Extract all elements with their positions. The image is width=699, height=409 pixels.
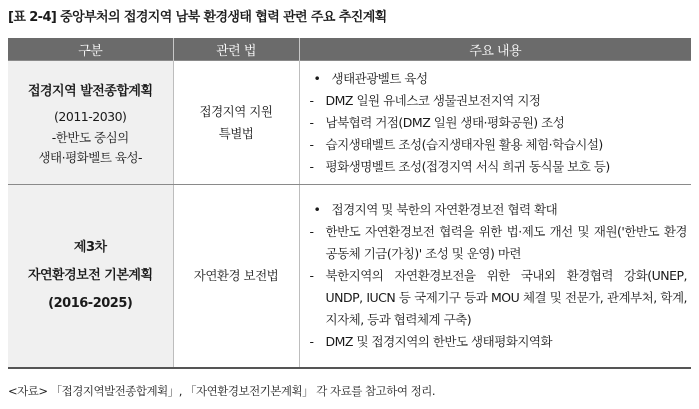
dash-marker: - bbox=[309, 136, 314, 152]
bullet-item bbox=[310, 68, 688, 90]
dash-text: 남북협력 거점(DMZ 일원 생태·평화공원) 조성 bbox=[325, 114, 565, 130]
dash-item bbox=[310, 90, 688, 112]
plan-note-line: -한반도 중심의 bbox=[51, 129, 129, 145]
bullet-text: 생태관광벨트 육성 bbox=[331, 70, 428, 86]
header-category: 구분 bbox=[8, 38, 173, 61]
plan-cell bbox=[8, 185, 173, 368]
dash-marker: - bbox=[309, 114, 314, 130]
header-related-law: 관련 법 bbox=[173, 38, 299, 61]
plan-note-line: 생태·평화벨트 육성- bbox=[38, 149, 143, 165]
bullet-item bbox=[310, 199, 688, 221]
plan-table bbox=[8, 38, 691, 369]
dash-marker: - bbox=[309, 333, 314, 349]
plan-name-line: 제3차 bbox=[73, 239, 107, 255]
content-cell bbox=[299, 185, 691, 368]
bullet-marker: • bbox=[313, 70, 321, 86]
dash-item bbox=[310, 221, 688, 265]
source-note: <자료> 「접경지역발전종합계획」, 「자연환경보전기본계획」 각 자료를 참고하여 정리. bbox=[8, 384, 435, 398]
dash-item bbox=[310, 331, 688, 353]
law-cell bbox=[173, 185, 299, 368]
dash-text: DMZ 일원 유네스코 생물권보전지역 지정 bbox=[325, 92, 541, 108]
table-caption: [표 2-4] 중앙부처의 접경지역 남북 환경생태 협력 관련 주요 추진계획 bbox=[8, 10, 387, 25]
header-main-content: 주요 내용 bbox=[299, 38, 691, 61]
plan-cell bbox=[8, 61, 173, 185]
plan-name-line: 자연환경보전 기본계획 bbox=[27, 267, 153, 283]
law-name: 자연환경 보전법 bbox=[193, 267, 279, 283]
dash-marker: - bbox=[309, 92, 314, 108]
dash-text: 평화생명벨트 조성(접경지역 서식 희귀 동식물 보호 등) bbox=[325, 158, 610, 174]
dash-text: DMZ 및 접경지역의 한반도 생태평화지역화 bbox=[325, 333, 553, 349]
dash-item bbox=[310, 134, 688, 156]
table-row bbox=[8, 185, 691, 368]
table-row bbox=[8, 61, 691, 185]
dash-text: 습지생태벨트 조성(습지생태자원 활용 체험·학습시설) bbox=[325, 136, 603, 152]
plan-name: 접경지역 발전종합계획 bbox=[27, 83, 153, 99]
dash-item bbox=[310, 156, 688, 178]
plan-period: (2016-2025) bbox=[48, 295, 133, 311]
dash-marker: - bbox=[309, 223, 314, 239]
bullet-marker: • bbox=[313, 201, 321, 217]
dash-item bbox=[310, 265, 688, 331]
plan-period: (2011-2030) bbox=[54, 108, 127, 124]
dash-text: 북한지역의 자연환경보전을 위한 국내외 환경협력 강화(UNEP, UNDP, IUCN 등 국제기구 등과 MOU 체결 및 전문가, 관계부처, 학계, 지자체, 등과 협력체계 구축) bbox=[325, 267, 687, 327]
dash-item bbox=[310, 112, 688, 134]
dash-marker: - bbox=[309, 267, 314, 283]
dash-marker: - bbox=[309, 158, 314, 174]
law-name-line: 접경지역 지원 bbox=[199, 103, 273, 119]
content-cell bbox=[299, 61, 691, 185]
dash-text: 한반도 자연환경보전 협력을 위한 법·제도 개선 및 재원('한반도 환경공동체 기금(가칭)' 조성 및 운영) 마련 bbox=[325, 223, 687, 261]
table-header-row bbox=[8, 38, 691, 61]
law-cell bbox=[173, 61, 299, 185]
law-name-line: 특별법 bbox=[218, 125, 254, 141]
bullet-text: 접경지역 및 북한의 자연환경보전 협력 확대 bbox=[331, 201, 558, 217]
